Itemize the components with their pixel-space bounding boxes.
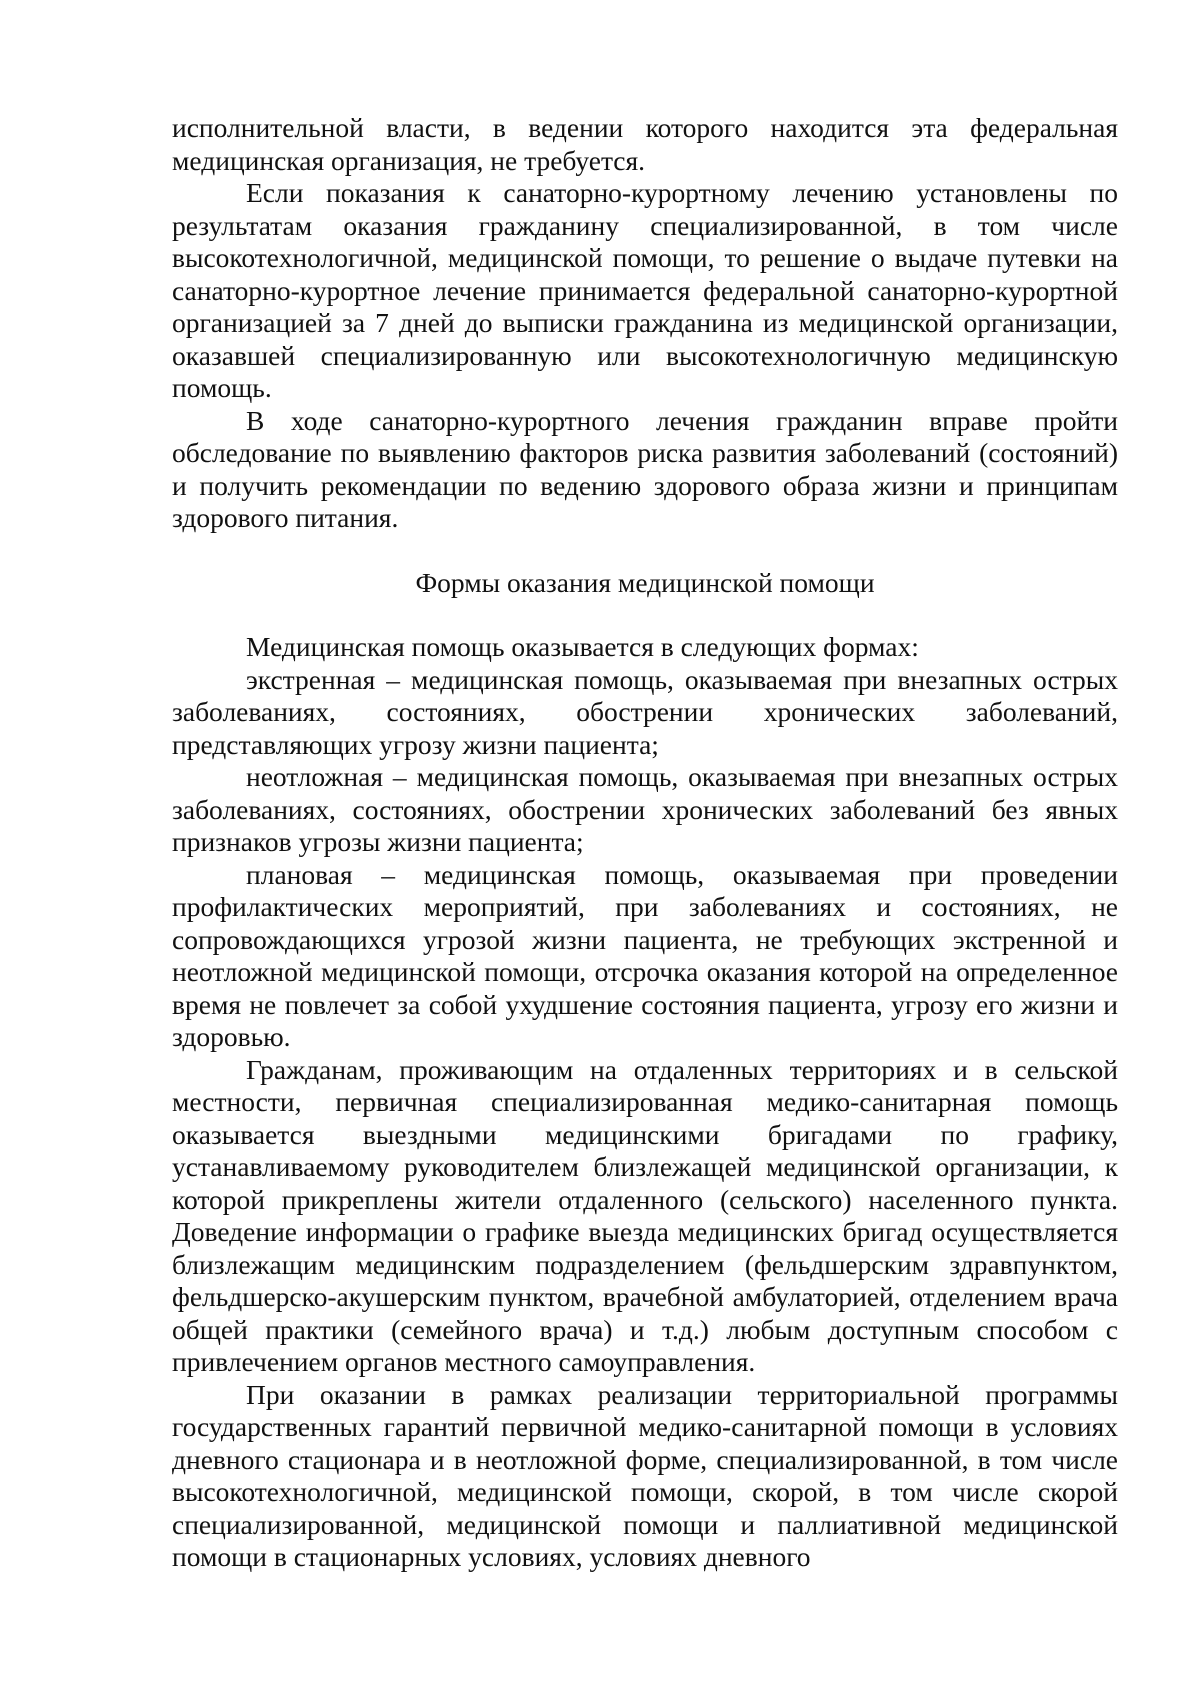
section-heading: Формы оказания медицинской помощи xyxy=(415,566,875,598)
paragraph-continuation: исполнительной власти, в ведении которого находится эта федеральная медицинская организация, не требуется. xyxy=(172,112,1118,176)
document-body xyxy=(172,112,1118,1574)
paragraph-sanatorium-examination: В ходе санаторно-курортного лечения гражданин вправе пройти обследование по выявлению факторов риска развития заболеваний (состояний) и получить рекомендации по ведению здорового образа жизни и принципам здорового питания. xyxy=(172,404,1118,533)
paragraph-form-planned: плановая – медицинская помощь, оказываемая при проведении профилактических мероприятий, при заболеваниях и состояниях, не сопровождающихся угрозой жизни пациента, не требующих экстренной и неотложной медицинской помощи, отсрочка оказания которой на определенное время не повлечет за собой ухудшение состояния пациента, угрозу его жизни и здоровью. xyxy=(172,858,1118,1052)
paragraph-form-emergency: экстренная – медицинская помощь, оказываемая при внезапных острых заболеваниях, состояниях, обострении хронических заболеваний, представляющих угрозу жизни пациента; xyxy=(172,663,1118,760)
paragraph-forms-intro: Медицинская помощь оказывается в следующих формах: xyxy=(246,631,919,662)
paragraph-sanatorium-decision: Если показания к санаторно-курортному лечению установлены по результатам оказания гражданину специализированной, в том числе высокотехнологичной, медицинской помощи, то решение о выдаче путевки на санаторно-курортное лечение принимается федеральной санаторно-курортной организацией за 7 дней до выписки гражданина из медицинской организации, оказавшей специализированную или высокотехнологичную медицинскую помощь. xyxy=(172,177,1118,403)
paragraph-form-urgent: неотложная – медицинская помощь, оказываемая при внезапных острых заболеваниях, состояниях, обострении хронических заболеваний без явных признаков угрозы жизни пациента; xyxy=(172,761,1118,857)
paragraph-program-guarantees: При оказании в рамках реализации территориальной программы государственных гарантий первичной медико-санитарной помощи в условиях дневного стационара и в неотложной форме, специализированной, в том числе высокотехнологичной, медицинской помощи, скорой, в том числе скорой специализированной, медицинской помощи и паллиативной медицинской помощи в стационарных условиях, условиях дневного xyxy=(172,1378,1118,1572)
paragraph-remote-territories: Гражданам, проживающим на отдаленных территориях и в сельской местности, первичная специализированная медико-санитарная помощь оказывается выездными медицинскими бригадами по графику, устанавливаемому руководителем близлежащей медицинской организации, к которой прикреплены жители отдаленного (сельского) населенного пункта. Доведение информации о графике выезда медицинских бригад осуществляется близлежащим медицинским подразделением (фельдшерским здравпунктом, фельдшерско-акушерским пунктом, врачебной амбулаторией, отделением врача общей практики (семейного врача) и т.д.) любым доступным способом с привлечением органов местного самоуправления. xyxy=(172,1053,1118,1377)
